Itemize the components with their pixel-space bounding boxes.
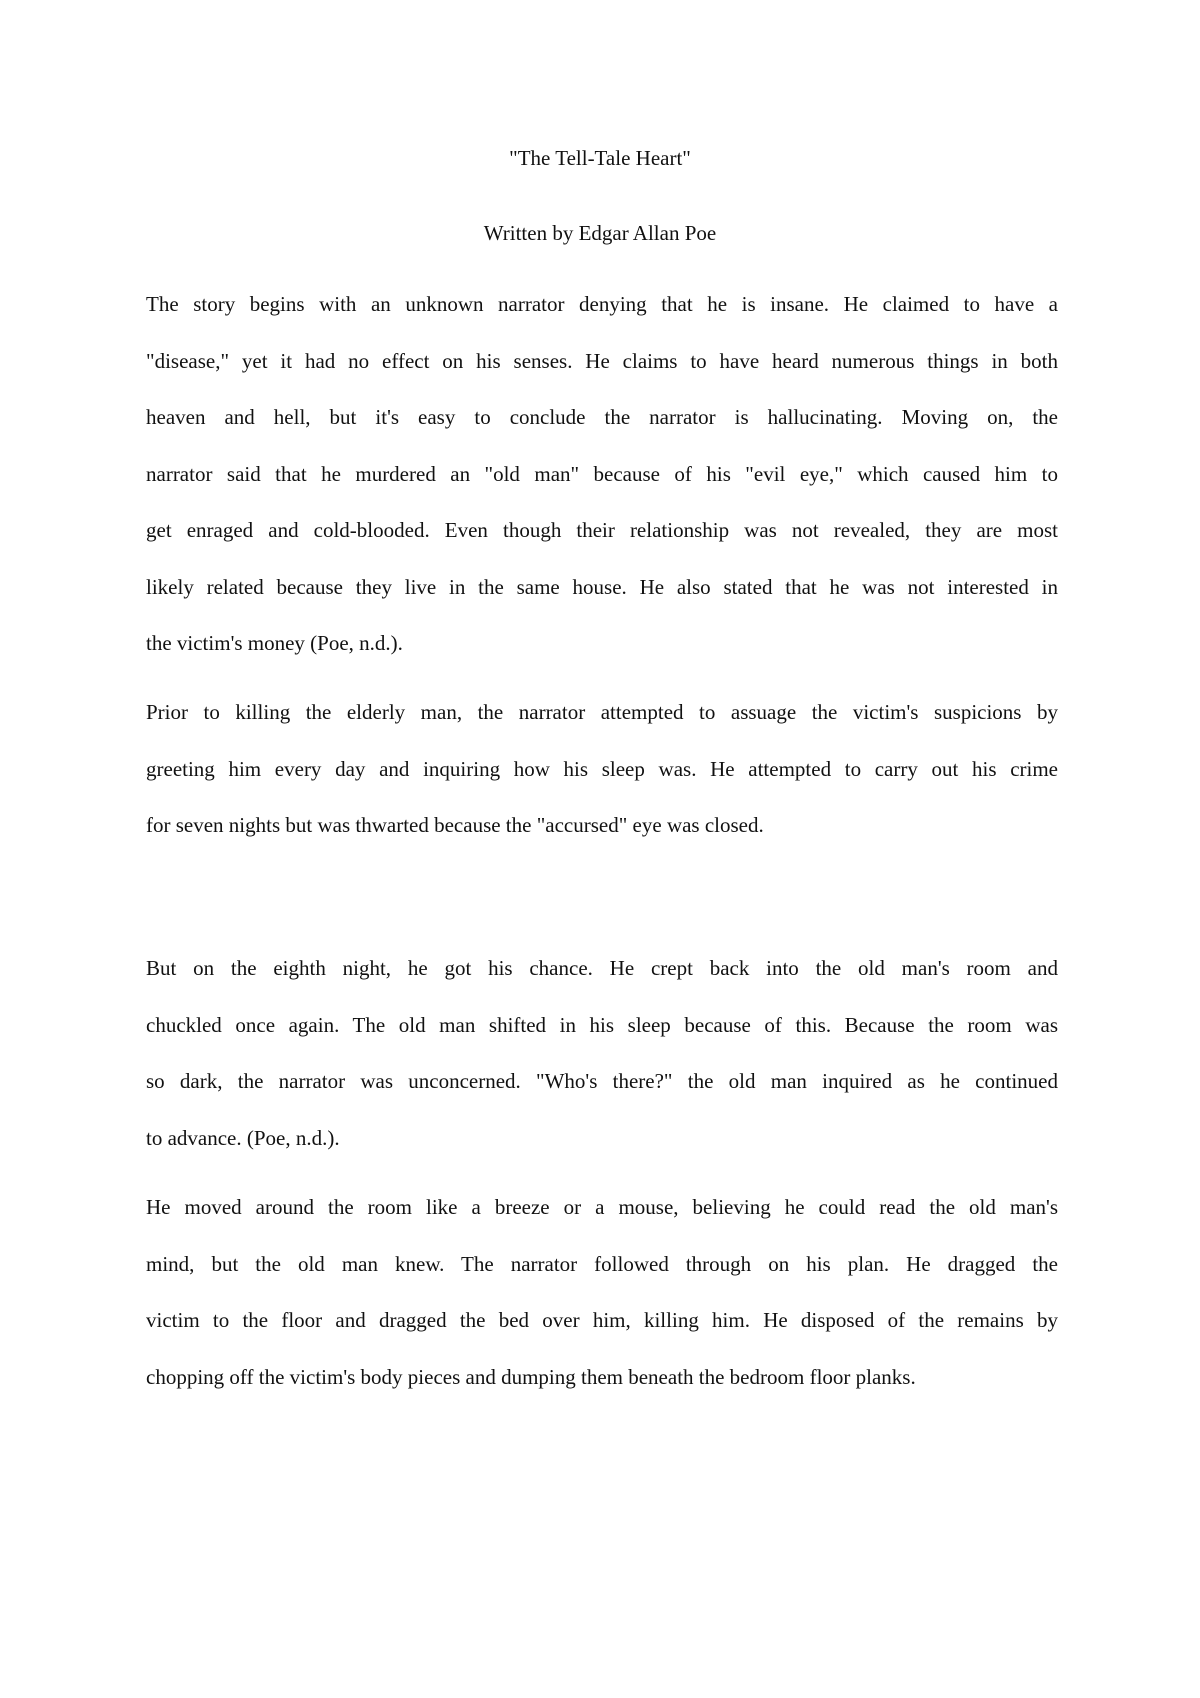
text-line: the victim's money (Poe, n.d.). (146, 631, 403, 655)
paragraph-4 (146, 1193, 1058, 1419)
author-line: Written by Edgar Allan Poe (483, 221, 717, 245)
text-line: likely related because they live in the same house. He also stated that he was not interested in (146, 574, 1058, 599)
text-line: victim to the floor and dragged the bed over him, killing him. He disposed of the remains by (146, 1308, 1058, 1332)
text-line: get enraged and cold-blooded. Even though their relationship was not revealed, they are most (146, 518, 1058, 542)
text-line: But on the eighth night, he got his chance. He crept back into the old man's room and (146, 956, 1058, 980)
text-line: chuckled once again. The old man shifted in his sleep because of this. Because the room was (146, 1012, 1058, 1037)
paragraph-1 (146, 290, 1058, 686)
paragraph-3 (146, 954, 1058, 1180)
document-title: "The Tell-Tale Heart" (509, 146, 691, 170)
text-line: so dark, the narrator was unconcerned. "Who's there?" the old man inquired as he continued (146, 1069, 1058, 1093)
text-line: "disease," yet it had no effect on his senses. He claims to have heard numerous things in both (146, 348, 1058, 373)
text-line: heaven and hell, but it's easy to conclude the narrator is hallucinating. Moving on, the (146, 405, 1058, 429)
text-line: The story begins with an unknown narrator denying that he is insane. He claimed to have a (146, 292, 1058, 316)
text-line: narrator said that he murdered an "old man" because of his "evil eye," which caused him to (146, 461, 1058, 486)
text-line: chopping off the victim's body pieces and dumping them beneath the bedroom floor planks. (146, 1364, 916, 1389)
text-line: to advance. (Poe, n.d.). (146, 1125, 340, 1150)
paragraph-2 (146, 698, 1058, 868)
text-line: mind, but the old man knew. The narrator followed through on his plan. He dragged the (146, 1251, 1058, 1276)
text-line: He moved around the room like a breeze or a mouse, believing he could read the old man's (146, 1195, 1058, 1219)
text-line: greeting him every day and inquiring how his sleep was. He attempted to carry out his crime (146, 756, 1058, 781)
text-line: for seven nights but was thwarted because the "accursed" eye was closed. (146, 813, 764, 837)
text-line: Prior to killing the elderly man, the narrator attempted to assuage the victim's suspicions by (146, 700, 1058, 724)
